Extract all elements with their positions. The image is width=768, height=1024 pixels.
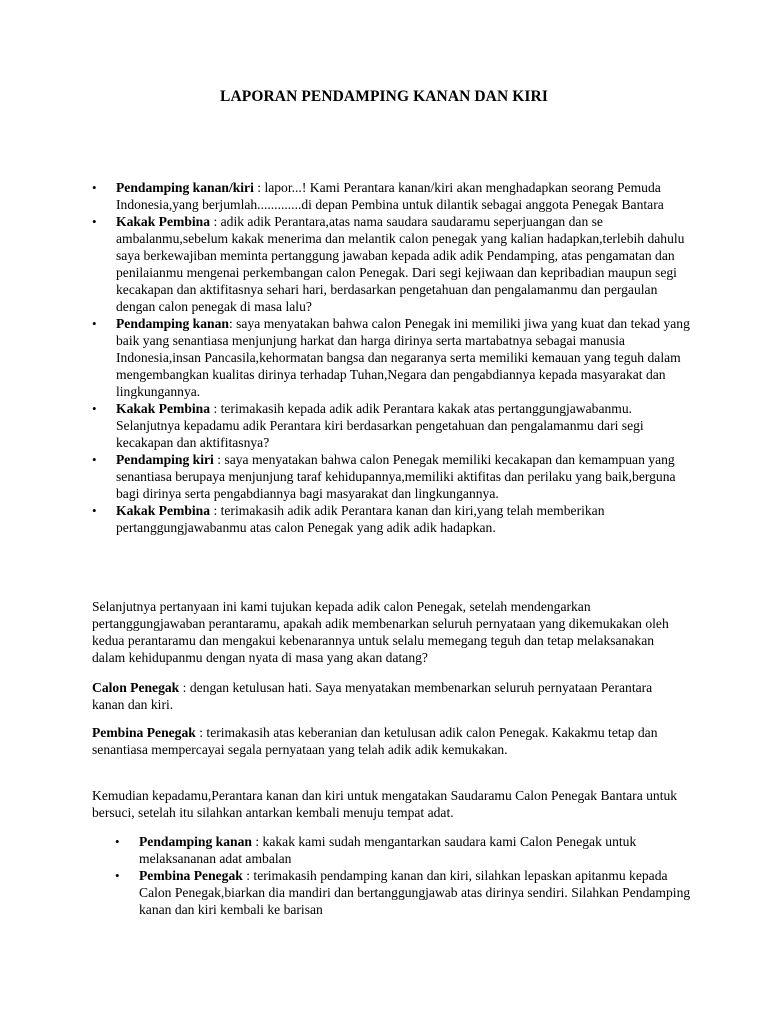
speaker-label: Pembina Penegak bbox=[92, 725, 196, 740]
speaker-label: Kakak Pembina bbox=[116, 214, 211, 229]
list-item bbox=[92, 179, 692, 213]
list-item bbox=[92, 502, 692, 536]
separator: : bbox=[210, 401, 221, 416]
speaker-label: Calon Penegak bbox=[92, 680, 180, 695]
list-item bbox=[92, 451, 692, 502]
speaker-label: Kakak Pembina bbox=[116, 401, 211, 416]
bullet-icon: • bbox=[92, 180, 97, 195]
list-item bbox=[115, 833, 695, 867]
bullet-icon: • bbox=[92, 214, 97, 229]
separator: : bbox=[242, 868, 254, 883]
speaker-label: Pendamping kiri bbox=[116, 452, 214, 467]
paragraph-pembina-penegak bbox=[92, 724, 682, 758]
dialogue-text: terimakasih pendamping kanan dan kiri, silahkan lepaskan apitanmu kepada Calon Penegak,biarkan dia mandiri dan bertanggungjawab atas dirinya sendiri. Silahkan Pendamping kanan dan kiri kembali ke barisan bbox=[139, 868, 691, 917]
speaker-label: Pembina Penegak bbox=[139, 868, 243, 883]
separator: : bbox=[213, 452, 225, 467]
dialogue-text: terimakasih kepada adik adik Perantara kakak atas pertanggungjawabanmu. Selanjutnya kepadamu adik Perantara kiri berdasarkan pengetahuan dan pengalamanmu dari segi kecakapan dan aktifitasnya? bbox=[116, 401, 644, 450]
dialogue-text: lapor...! Kami Perantara kanan/kiri akan menghadapkan seorang Pemuda Indonesia,yang berjumlah.............di depan Pembina untuk dilantik sebagai anggota Penegak Bantara bbox=[116, 180, 664, 212]
paragraph-calon-penegak bbox=[92, 679, 682, 713]
dialogue-text: saya menyatakan bahwa calon Penegak memiliki kecakapan dan kemampuan yang senantiasa berupaya menjunjung taraf kehidupannya,memiliki aktifitas dan perilaku yang baik,berguna bagi dirinya serta pengabdiannya bagi masyarakat dan lingkungannya. bbox=[116, 452, 676, 501]
list-item bbox=[115, 867, 695, 918]
list-item bbox=[92, 400, 692, 451]
separator: : bbox=[210, 503, 221, 518]
speaker-label: Pendamping kanan/kiri bbox=[116, 180, 254, 195]
dialogue-text: adik adik Perantara,atas nama saudara saudaramu seperjuangan dan se ambalanmu,sebelum kakak menerima dan melantik calon penegak yang kalian hadapkan,terlebih dahulu saya berkewajiban meminta pertanggung jawaban kepada adik adik Pendamping, atas pengamatan dan penilaianmu mengenai perkembangan calon Penegak. Dari segi kejiwaan dan kepribadian maupun segi kecakapan dan aktifitasnya sehari hari, berdasarkan pengetahuan dan pengalamanmu dan pergaulan dengan calon penegak di masa lalu? bbox=[116, 214, 685, 314]
bullet-icon: • bbox=[92, 503, 97, 518]
separator: : bbox=[195, 725, 207, 740]
separator: : bbox=[251, 834, 263, 849]
bullet-icon: • bbox=[115, 834, 120, 849]
separator: : bbox=[210, 214, 221, 229]
separator: : bbox=[253, 180, 265, 195]
separator: : bbox=[179, 680, 190, 695]
speaker-label: Kakak Pembina bbox=[116, 503, 211, 518]
separator: : bbox=[228, 316, 237, 331]
dialogue-text: terimakasih atas keberanian dan ketulusan adik calon Penegak. Kakakmu tetap dan senantiasa mempercayai segala pernyataan yang telah adik adik kemukakan. bbox=[92, 725, 658, 757]
dialogue-list-2 bbox=[115, 833, 695, 918]
bullet-icon: • bbox=[115, 868, 120, 883]
dialogue-text: kakak kami sudah mengantarkan saudara kami Calon Penegak untuk melaksananan adat ambalan bbox=[139, 834, 637, 866]
document-title: LAPORAN PENDAMPING KANAN DAN KIRI bbox=[220, 88, 548, 105]
dialogue-text: dengan ketulusan hati. Saya menyatakan membenarkan seluruh pernyataan Perantara kanan dan kiri. bbox=[92, 680, 653, 712]
bullet-icon: • bbox=[92, 316, 97, 331]
dialogue-text: terimakasih adik adik Perantara kanan dan kiri,yang telah memberikan pertanggungjawabanmu atas calon Penegak yang adik adik hadapkan. bbox=[116, 503, 605, 535]
paragraph-question: Selanjutnya pertanyaan ini kami tujukan kepada adik calon Penegak, setelah mendengarkan pertanggungjawaban perantaramu, apakah adik membenarkan seluruh pernyataan yang dikemukakan oleh kedua perantaramu dan mengakui kebenarannya untuk selalu memegang teguh dan tetap melaksanakan dalam kehidupanmu dengan nyata di masa yang akan datang? bbox=[92, 599, 669, 665]
speaker-label: Pendamping kanan bbox=[116, 316, 229, 331]
paragraph-instruction: Kemudian kepadamu,Perantara kanan dan kiri untuk mengatakan Saudaramu Calon Penegak Bantara untuk bersuci, setelah itu silahkan antarkan kembali menuju tempat adat. bbox=[92, 788, 678, 820]
bullet-icon: • bbox=[92, 401, 97, 416]
dialogue-text: saya menyatakan bahwa calon Penegak ini memiliki jiwa yang kuat dan tekad yang baik yang senantiasa menjunjung harkat dan harga dirinya serta martabatnya sebagai manusia Indonesia,insan Pancasila,kehormatan bangsa dan negaranya serta memiliki kemauan yang teguh dalam mengembangkan kualitas dirinya terhadap Tuhan,Negara dan pengabdiannya kepada masyarakat dan lingkungannya. bbox=[116, 316, 690, 399]
dialogue-list-1 bbox=[92, 179, 692, 536]
list-item bbox=[92, 315, 692, 400]
speaker-label: Pendamping kanan bbox=[139, 834, 252, 849]
bullet-icon: • bbox=[92, 452, 97, 467]
list-item bbox=[92, 213, 692, 315]
